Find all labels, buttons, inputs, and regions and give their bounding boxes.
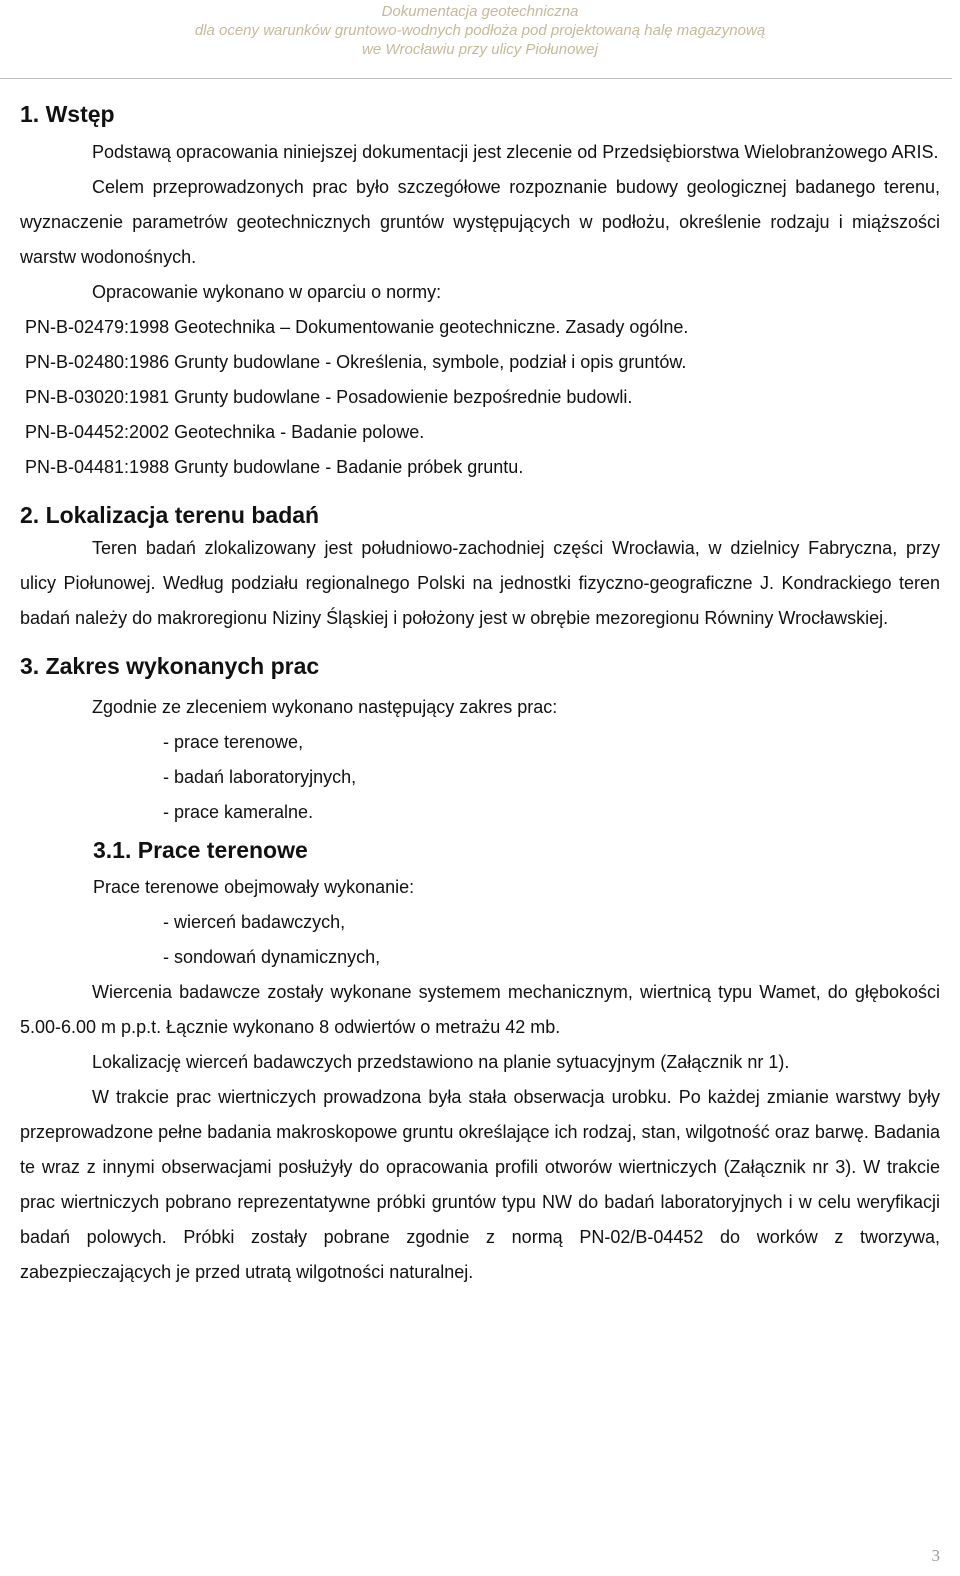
section-2-paragraph: Teren badań zlokalizowany jest południowo-zachodniej części Wrocławia, w dzielnicy Fabryczna, przy ulicy Piołunowej. Według podziału regionalnego Polski na jednostki fizyczno-geograficzne J. Kondrackiego teren badań należy do makroregionu Niziny Śląskiej i położony jest w obrębie mezoregionu Równiny Wrocławskiej.: [20, 538, 940, 628]
fieldwork-item: - sondowań dynamicznych,: [163, 947, 381, 967]
section-3-1-intro: Prace terenowe obejmowały wykonanie:: [93, 877, 415, 897]
document-body: [20, 96, 940, 1290]
section-3-heading: 3. Zakres wykonanych prac: [20, 653, 320, 679]
norm-item: PN-B-02480:1986 Grunty budowlane - Określenia, symbole, podział i opis gruntów.: [25, 352, 687, 372]
scope-item: - prace kameralne.: [163, 802, 314, 822]
section-1-paragraph-1: Podstawą opracowania niniejszej dokumentacji jest zlecenie od Przedsiębiorstwa Wielobranżowego ARIS.: [92, 142, 939, 162]
header-line-1: Dokumentacja geotechniczna: [381, 3, 579, 20]
fieldwork-item: - wierceń badawczych,: [163, 912, 346, 932]
header-divider: [0, 78, 952, 79]
section-3-1-heading: 3.1. Prace terenowe: [93, 837, 308, 863]
norm-item: PN-B-04481:1988 Grunty budowlane - Badanie próbek gruntu.: [25, 457, 524, 477]
page-number: 3: [931, 1546, 940, 1565]
norm-item: PN-B-03020:1981 Grunty budowlane - Posadowienie bezpośrednie budowli.: [25, 387, 633, 407]
header-line-3: we Wrocławiu przy ulicy Piołunowej: [362, 41, 598, 58]
section-3-1-paragraph-1: Wiercenia badawcze zostały wykonane systemem mechanicznym, wiertnicą typu Wamet, do głębokości 5.00-6.00 m p.p.t. Łącznie wykonano 8 odwiertów o metrażu 42 mb.: [20, 982, 940, 1037]
section-1-heading: 1. Wstęp: [20, 101, 115, 127]
section-3-1-paragraph-3: W trakcie prac wiertniczych prowadzona była stała obserwacja urobku. Po każdej zmianie warstwy były przeprowadzone pełne badania makroskopowe gruntu określające ich rodzaj, stan, wilgotność oraz barwę. Badania te wraz z innymi obserwacjami posłużyły do opracowania profili otworów wiertniczych (Załącznik nr 3). W trakcie prac wiertniczych pobrano reprezentatywne próbki gruntów typu NW do badań laboratoryjnych i w celu weryfikacji badań polowych. Próbki zostały pobrane zgodnie z normą PN-02/B-04452 do worków z tworzywa, zabezpieczających je przed utratą wilgotności naturalnej.: [20, 1087, 940, 1282]
scope-item: - badań laboratoryjnych,: [163, 767, 357, 787]
section-1-paragraph-2: Celem przeprowadzonych prac było szczegółowe rozpoznanie budowy geologicznej badanego terenu, wyznaczenie parametrów geotechnicznych gruntów występujących w podłożu, określenie rodzaju i miąższości warstw wodonośnych.: [20, 177, 940, 267]
section-3-1-paragraph-2: Lokalizację wierceń badawczych przedstawiono na planie sytuacyjnym (Załącznik nr 1).: [92, 1052, 790, 1072]
norm-item: PN-B-04452:2002 Geotechnika - Badanie polowe.: [25, 422, 425, 442]
scope-item: - prace terenowe,: [163, 732, 304, 752]
header-line-2: dla oceny warunków gruntowo-wodnych podłoża pod projektowaną halę magazynową: [194, 22, 766, 39]
section-2-heading: 2. Lokalizacja terenu badań: [20, 502, 320, 528]
page-header: [0, 0, 960, 79]
norm-item: PN-B-02479:1998 Geotechnika – Dokumentowanie geotechniczne. Zasady ogólne.: [25, 317, 689, 337]
norms-intro: Opracowanie wykonano w oparciu o normy:: [92, 282, 442, 302]
section-3-intro: Zgodnie ze zleceniem wykonano następujący zakres prac:: [92, 697, 558, 717]
